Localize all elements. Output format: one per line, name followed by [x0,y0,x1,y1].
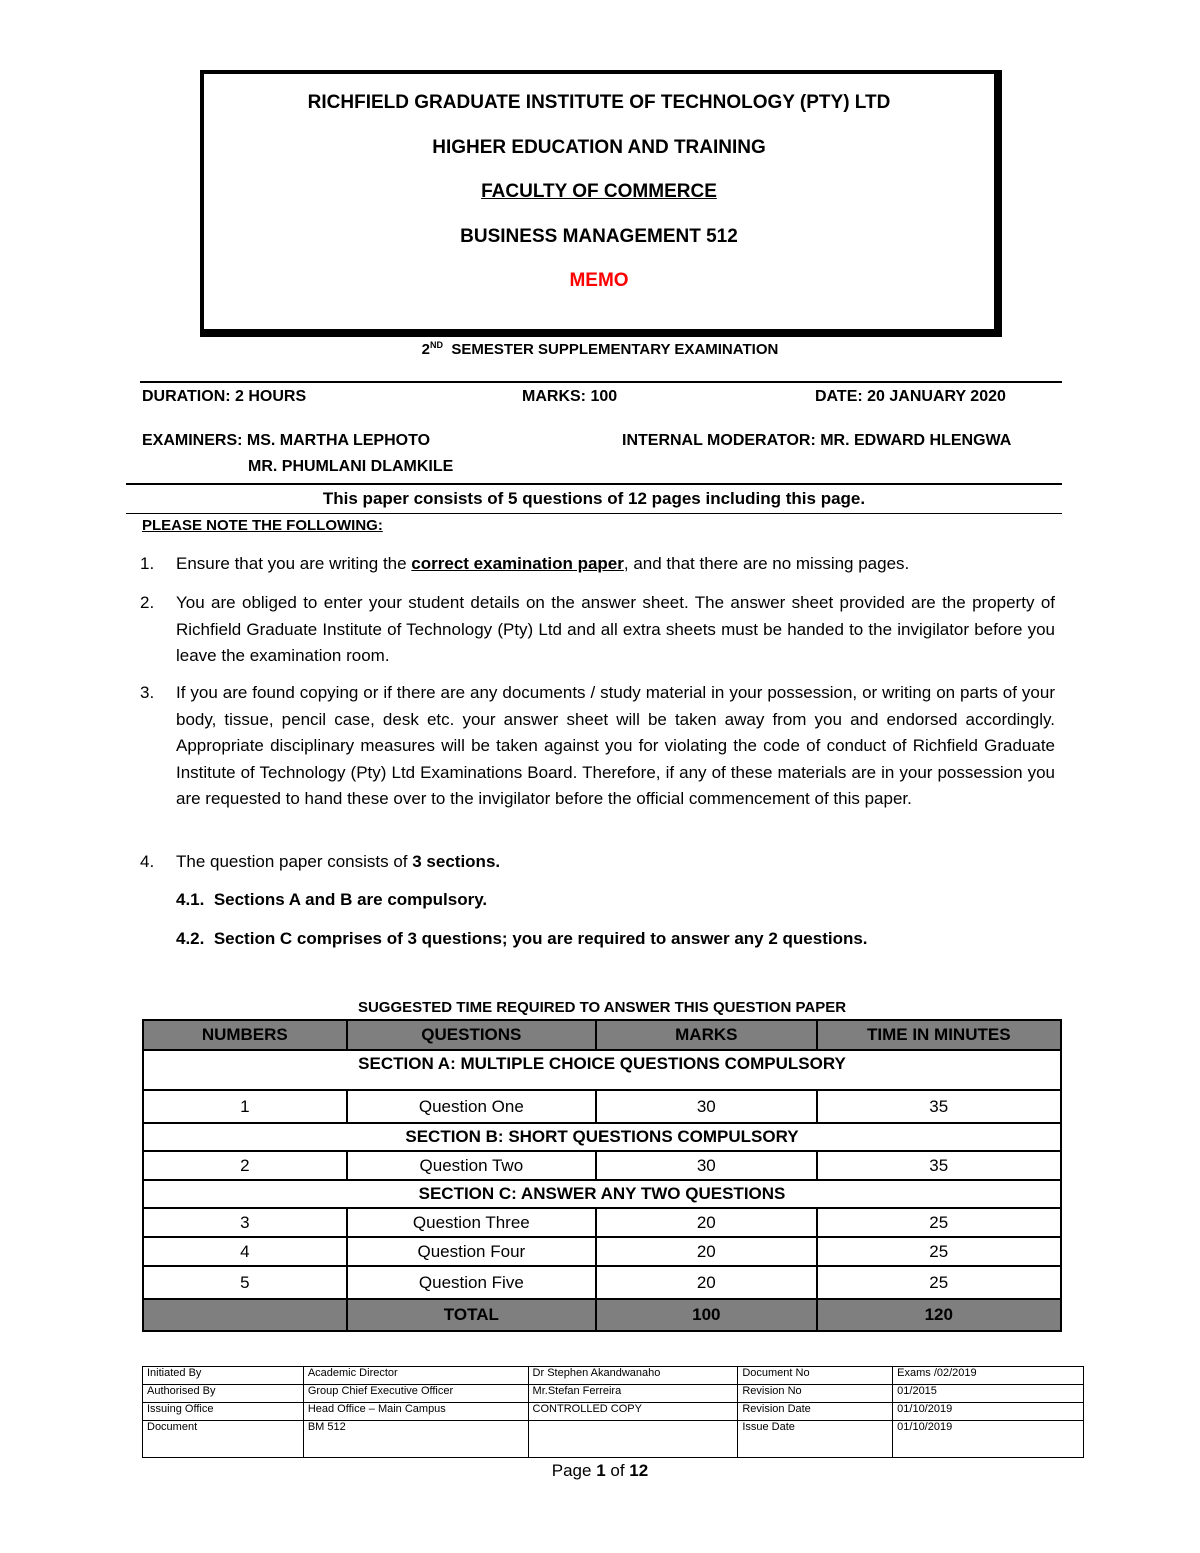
doc-control-cell: Revision No [738,1385,893,1403]
section-row [143,1180,1061,1208]
total-pages: 12 [629,1461,649,1480]
table-cell: Question Four [347,1237,596,1266]
internal-moderator: INTERNAL MODERATOR: MR. EDWARD HLENGWA [622,432,1012,449]
paper-page-note: This paper consists of 5 questions of 12 pages including this page. [322,489,866,508]
time-allocation-table [142,1019,1062,1332]
total-marks: 100 [596,1299,816,1331]
current-page: 1 [596,1461,606,1480]
instruction-number: 3. [140,683,155,702]
column-header: TIME IN MINUTES [817,1020,1061,1050]
exam-duration: DURATION: 2 HOURS [142,388,307,405]
doc-control-row [143,1367,1084,1385]
table-cell: Question Five [347,1266,596,1299]
instruction-subitem [140,887,1055,914]
instruction-number: 1. [140,554,155,573]
instruction-item [140,680,1055,813]
doc-control-cell: Issuing Office [143,1403,304,1421]
instruction-number: 4.1. [176,890,205,909]
doc-control-row [143,1421,1084,1458]
table-cell: Question Three [347,1208,596,1237]
page-of-label: of [605,1461,630,1480]
examiners-primary: EXAMINERS: MS. MARTHA LEPHOTO [142,432,431,449]
doc-control-cell: BM 512 [303,1421,528,1458]
table-cell: 20 [596,1237,816,1266]
table-cell: 35 [817,1151,1061,1180]
doc-control-cell: Document [143,1421,304,1458]
semester-superscript: ND [430,340,443,350]
semester-heading [0,340,1200,358]
doc-control-cell: Head Office – Main Campus [303,1403,528,1421]
table-cell: Question One [347,1090,596,1123]
doc-control-row [143,1385,1084,1403]
instruction-text: Section C comprises of 3 questions; you are required to answer any 2 questions. [213,929,868,948]
doc-control-cell: 01/10/2019 [893,1403,1084,1421]
page-label: Page [551,1461,597,1480]
section-label: SECTION B: SHORT QUESTIONS COMPULSORY [143,1123,1061,1151]
table-cell: Question Two [347,1151,596,1180]
table-cell: 25 [817,1208,1061,1237]
instruction-emphasis: 3 sections. [412,852,501,871]
page-number [0,1461,1200,1481]
doc-control-cell: Revision Date [738,1403,893,1421]
section-label: SECTION A: MULTIPLE CHOICE QUESTIONS COMPULSORY [143,1050,1061,1090]
doc-control-row [143,1403,1084,1421]
divider [140,381,1062,383]
table-cell: 25 [817,1266,1061,1299]
instruction-item [140,590,1055,670]
table-cell: 1 [143,1090,347,1123]
doc-control-cell: Exams /02/2019 [893,1367,1084,1385]
section-row [143,1123,1061,1151]
table-row [143,1266,1061,1299]
table-cell: 20 [596,1208,816,1237]
table-header-row [143,1020,1061,1050]
doc-control-cell: Authorised By [143,1385,304,1403]
instruction-text: , and that there are no missing pages. [623,554,910,573]
section-label: SECTION C: ANSWER ANY TWO QUESTIONS [143,1180,1061,1208]
total-label: TOTAL [347,1299,596,1331]
table-row [143,1208,1061,1237]
instruction-item [140,849,1055,876]
time-table-caption: SUGGESTED TIME REQUIRED TO ANSWER THIS QUESTION PAPER [357,999,847,1016]
doc-control-cell: Group Chief Executive Officer [303,1385,528,1403]
table-row [143,1090,1061,1123]
instruction-number: 4. [140,852,155,871]
divider [126,513,1062,514]
instruction-subitem [140,926,1055,953]
table-row [143,1237,1061,1266]
table-cell [143,1299,347,1331]
exam-date: DATE: 20 JANUARY 2020 [815,388,1006,405]
table-cell: 4 [143,1237,347,1266]
doc-control-cell: CONTROLLED COPY [528,1403,738,1421]
document-control-table [142,1366,1084,1458]
total-time: 120 [817,1299,1061,1331]
table-cell: 3 [143,1208,347,1237]
examiners-secondary: MR. PHUMLANI DLAMKILE [248,458,454,475]
table-cell: 5 [143,1266,347,1299]
doc-control-cell: Dr Stephen Akandwanaho [528,1367,738,1385]
document-type: MEMO [569,270,629,291]
divider [126,483,1062,485]
section-row [143,1050,1061,1090]
semester-title: SEMESTER SUPPLEMENTARY EXAMINATION [451,341,779,358]
department-name: HIGHER EDUCATION AND TRAINING [432,137,766,158]
doc-control-cell: 01/2015 [893,1385,1084,1403]
subject-name: BUSINESS MANAGEMENT 512 [460,226,738,247]
semester-number: 2 [421,341,430,358]
doc-control-cell: 01/10/2019 [893,1421,1084,1458]
exam-marks: MARKS: 100 [522,388,618,405]
title-box [200,70,998,333]
doc-control-cell: Issue Date [738,1421,893,1458]
doc-control-cell: Mr.Stefan Ferreira [528,1385,738,1403]
instruction-number: 4.2. [176,929,205,948]
doc-control-cell [528,1421,738,1458]
table-cell: 20 [596,1266,816,1299]
table-cell: 30 [596,1151,816,1180]
table-cell: 2 [143,1151,347,1180]
instruction-text: You are obliged to enter your student details on the answer sheet. The answer sheet provided are the property of Richfield Graduate Institute of Technology (Pty) Ltd and all extra sheets must be handed to the invigilator before you leave the examination room. [176,593,1055,665]
instructions-heading: PLEASE NOTE THE FOLLOWING: [142,517,383,534]
table-cell: 35 [817,1090,1061,1123]
instruction-text: Sections A and B are compulsory. [213,890,488,909]
doc-control-cell: Initiated By [143,1367,304,1385]
table-total-row [143,1299,1061,1331]
instruction-item [140,551,1055,578]
table-cell: 25 [817,1237,1061,1266]
column-header: MARKS [596,1020,816,1050]
doc-control-cell: Document No [738,1367,893,1385]
column-header: NUMBERS [143,1020,347,1050]
faculty-name: FACULTY OF COMMERCE [481,181,717,202]
instruction-text: Ensure that you are writing the [176,554,412,573]
column-header: QUESTIONS [347,1020,596,1050]
instruction-text: If you are found copying or if there are any documents / study material in your possession, or writing on parts of your body, tissue, pencil case, desk etc. your answer sheet will be taken away from you and endorsed accordingly. Appropriate disciplinary measures will be taken against you for violating the code of conduct of Richfield Graduate Institute of Technology (Pty) Ltd Examinations Board. Therefore, if any of these materials are in your possession you are requested to hand these over to the invigilator before the official commencement of this paper. [176,683,1055,808]
instruction-emphasis: correct examination paper [411,554,624,573]
instruction-number: 2. [140,593,155,612]
instruction-text: The question paper consists of [176,852,413,871]
table-row [143,1151,1061,1180]
table-cell: 30 [596,1090,816,1123]
doc-control-cell: Academic Director [303,1367,528,1385]
institution-name: RICHFIELD GRADUATE INSTITUTE OF TECHNOLOGY (PTY) LTD [307,92,891,113]
